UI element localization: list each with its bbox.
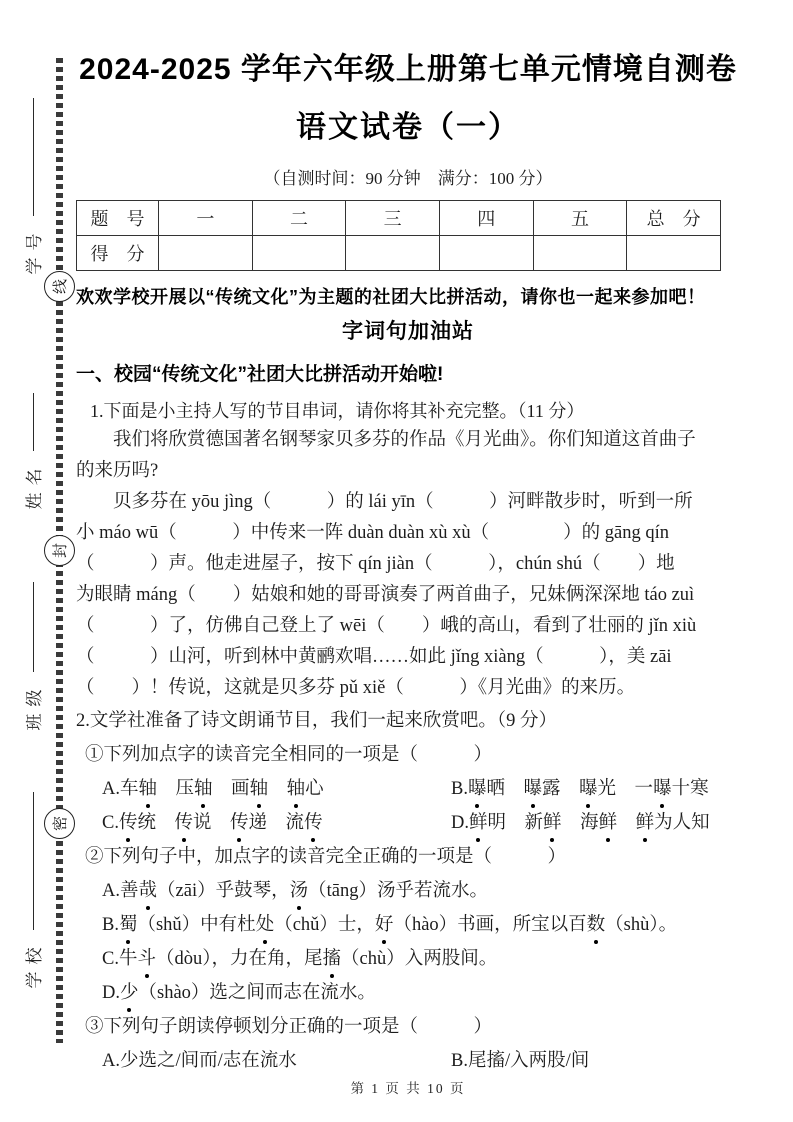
page-subtitle: 语文试卷（一） [296, 111, 520, 144]
score-cell [252, 236, 346, 271]
sub2-option-a: A.善哉（zāi）乎鼓琴，汤（tāng）汤乎若流水。 [76, 874, 740, 908]
section-banner: 字词句加油站 [342, 320, 474, 343]
seal-circle-secret: 密 [44, 808, 75, 839]
student-id-label: 学号 [24, 226, 44, 275]
sub-question-1-stem: ①下列加点字的读音完全相同的一项是（ ） [85, 745, 493, 765]
exam-content [76, 50, 740, 1078]
passage-line: 我们将欣赏德国著名钢琴家贝多芬的作品《月光曲》。你们知道这首曲子 [113, 430, 696, 450]
passage-line: 的来历吗? [76, 461, 159, 481]
question-1-passage [76, 425, 740, 704]
sub3-option-a: A.少选之/间而/志在流水 [102, 1051, 297, 1071]
sub2-option-c: C.牛斗（dòu），力在角，尾搐（chù）入两股间。 [76, 942, 740, 976]
page-title: 2024-2025 学年六年级上册第七单元情境自测卷 [79, 53, 737, 86]
score-cell [533, 236, 627, 271]
sub1-option-c: C.传统 传说 传递 流传 [102, 806, 451, 840]
seal-circle-line: 线 [44, 271, 75, 302]
class-write-line [31, 583, 34, 673]
passage-line: （ ）山河，听到林中黄鹂欢唱……如此 jǐng xiàng（ ），美 zāi [76, 647, 672, 667]
passage-line: 为眼睛 máng（ ）姑娘和她的哥哥演奏了两首曲子，兄妹俩深深地 táo zuì [76, 585, 695, 605]
name-write-line [31, 394, 34, 452]
intro-text: 欢欢学校开展以“传统文化”为主题的社团大比拼活动，请你也一起来参加吧！ [76, 287, 706, 307]
passage-line: （ ）！传说，这就是贝多芬 pǔ xiě（ ）《月光曲》的来历。 [76, 678, 636, 698]
score-header-cell: 题 号 [77, 201, 159, 236]
sub-question-2-stem: ②下列句子中，加点字的读音完全正确的一项是（ ） [85, 847, 567, 867]
score-table-score-row [77, 236, 721, 271]
sub1-options-row-1 [76, 772, 740, 806]
score-header-cell: 四 [439, 201, 533, 236]
passage-line: 小 máo wū（ ）中传来一阵 duàn duàn xù xù（ ）的 gāng qín [76, 523, 669, 543]
school-label: 学校 [24, 940, 44, 989]
question-2-stem: 2.文学社准备了诗文朗诵节目，我们一起来欣赏吧。（9 分） [76, 711, 558, 731]
exam-info-line: （自测时间：90 分钟 满分：100 分） [263, 169, 553, 188]
sub-question-3-stem: ③下列句子朗读停顿划分正确的一项是（ ） [85, 1017, 493, 1037]
part-one-heading: 一、校园“传统文化”社团大比拼活动开始啦! [76, 364, 444, 385]
score-row-label: 得 分 [77, 236, 159, 271]
score-cell [627, 236, 721, 271]
score-cell [159, 236, 253, 271]
sub1-option-a: A.车轴 压轴 画轴 轴心 [102, 772, 451, 806]
score-header-cell: 五 [533, 201, 627, 236]
class-label: 班级 [24, 682, 44, 731]
passage-line: （ ）声。他走进屋子，按下 qín jiàn（ ），chún shú（ ）地 [76, 554, 675, 574]
student-id-write-line [31, 99, 34, 217]
score-header-cell: 总 分 [627, 201, 721, 236]
sub3-option-b: B.尾搐/入两股/间 [451, 1051, 590, 1071]
passage-line: （ ）了，仿佛自己登上了 wēi（ ）峨的高山，看到了壮丽的 jǐn xiù [76, 616, 697, 636]
school-field [20, 787, 44, 1001]
score-header-cell: 三 [346, 201, 440, 236]
score-cell [439, 236, 533, 271]
sub1-option-d: D.鲜明 新鲜 海鲜 鲜为人知 [451, 806, 740, 840]
sub2-option-b: B.蜀（shǔ）中有杜处（chǔ）士，好（hào）书画，所宝以百数（shù）。 [76, 908, 740, 942]
question-1-stem: 1.下面是小主持人写的节目串词，请你将其补充完整。（11 分） [90, 401, 585, 421]
score-header-cell: 一 [159, 201, 253, 236]
sub3-options-row [76, 1044, 740, 1078]
school-write-line [31, 793, 34, 931]
name-label: 姓名 [24, 461, 44, 510]
score-table [76, 200, 721, 271]
sub1-option-b: B.曝晒 曝露 曝光 一曝十寒 [451, 772, 740, 806]
name-field [20, 387, 44, 523]
seal-circle-seal: 封 [44, 535, 75, 566]
sub2-option-d: D.少（shào）选之间而志在流水。 [76, 976, 740, 1010]
page-footer: 第 1 页 共 10 页 [350, 1081, 466, 1096]
passage-line: 贝多芬在 yōu jìng（ ）的 lái yīn（ ）河畔散步时，听到一所 [113, 492, 693, 512]
score-table-header-row [77, 201, 721, 236]
sub1-options-row-2 [76, 806, 740, 840]
class-field [20, 576, 44, 744]
student-id-field [20, 90, 44, 290]
question-2-block [76, 704, 740, 1078]
score-cell [346, 236, 440, 271]
score-header-cell: 二 [252, 201, 346, 236]
